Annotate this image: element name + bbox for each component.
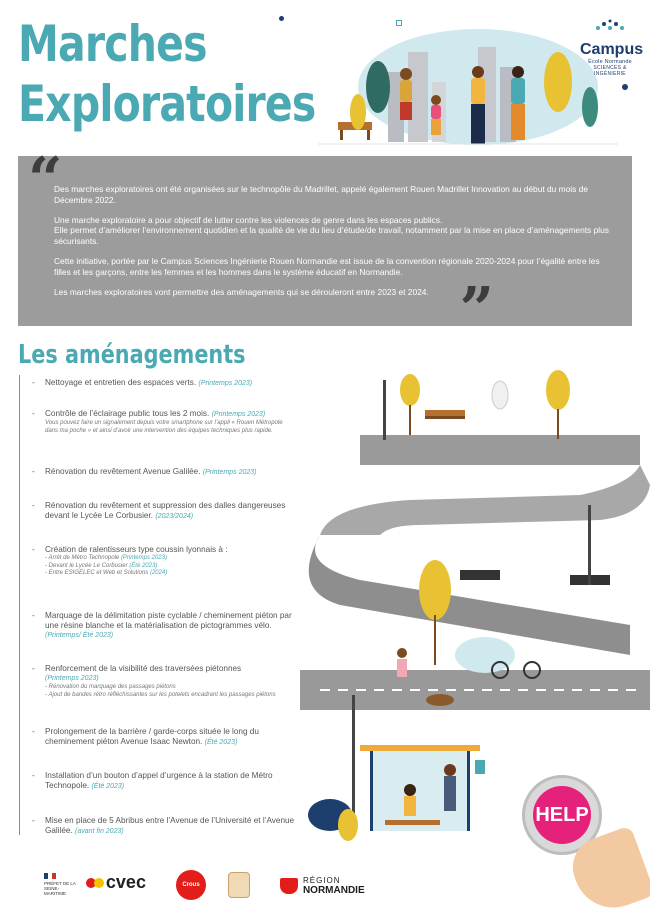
- campus-dots-icon: [592, 18, 628, 36]
- section-divider: [19, 375, 20, 835]
- help-button-face: [533, 786, 591, 844]
- item-text: Rénovation du revêtement Avenue Galilée.: [45, 467, 201, 476]
- list-item: [32, 501, 304, 522]
- cvec-logo: [86, 872, 146, 893]
- item-date: (Été 2023): [91, 783, 125, 791]
- sub-date: (Printemps 2023): [120, 555, 167, 562]
- close-quote-icon: ”: [459, 275, 494, 345]
- header-illustration: [318, 12, 618, 162]
- sub-date: (Été 2023): [129, 562, 158, 569]
- open-quote-icon: “: [28, 145, 63, 215]
- list-bullet: -: [32, 771, 35, 780]
- partner-emblem-logo: [228, 872, 250, 898]
- decor-square-1: [396, 20, 402, 26]
- list-bullet: -: [32, 378, 35, 387]
- cvec-label: cvec: [105, 872, 146, 892]
- title-line-1: Marches: [18, 15, 207, 73]
- intro-paragraph-2: [54, 215, 610, 247]
- prefet-label: PRÉFET DE LA SEINE-MARITIME: [44, 881, 76, 896]
- item-text: Rénovation du revêtement et suppression des dalles dangereuses devant le Lycée Le Corbusier.: [45, 501, 286, 521]
- intro-paragraph-4: Les marches exploratoires vont permettre des aménagements qui se dérouleront entre 2023 et 2024.: [54, 286, 429, 297]
- item-sub: [45, 555, 304, 563]
- item-text: Nettoyage et entretien des espaces verts.: [45, 378, 197, 387]
- intro-paragraph-3: Cette initiative, portée par le Campus Sciences Ingénierie Rouen Normandie est issue de la convention régionale 2020-2024 pour l’égalité entre les filles et les garçons, entre les femmes et les hommes dans le système éducatif en Normandie.: [54, 255, 600, 277]
- item-date: (Printemps 2023): [198, 380, 253, 387]
- list-item: [32, 409, 304, 435]
- normandie-label: NORMANDIE: [302, 885, 365, 896]
- list-item: [32, 771, 304, 792]
- street-illustration: [300, 365, 650, 845]
- item-text: Mise en place de 5 Abribus entre l’Avenue de l’Université et l’Avenue Galilée.: [45, 816, 295, 836]
- list-bullet: -: [32, 611, 35, 620]
- list-item: [32, 467, 304, 478]
- intro-paragraph-2a: Une marche exploratoire a pour objectif de lutter contre les violences de genre dans les espaces publics.: [54, 214, 443, 225]
- list-bullet: -: [32, 664, 35, 673]
- item-text: Marquage de la délimitation piste cyclable / cheminement piéton par une résine blanche et la matérialisation de pictogrammes vélo.: [45, 611, 292, 631]
- cvec-dots-icon-2: [94, 878, 104, 888]
- item-sub: [45, 563, 304, 571]
- decor-dot-1: [279, 16, 284, 21]
- prefet-logo: [44, 873, 76, 896]
- list-bullet: -: [32, 409, 35, 418]
- logo-subtitle: École Normande: [588, 59, 632, 65]
- section-title: Les aménagements: [18, 340, 246, 370]
- intro-quote-box: [18, 145, 632, 345]
- title-line-2: Exploratoires: [18, 75, 316, 133]
- list-item: [32, 545, 304, 578]
- list-item: [32, 378, 304, 389]
- item-date: (Printemps 2023): [211, 411, 266, 418]
- item-date: (Printemps/ Été 2023): [45, 632, 114, 640]
- intro-paragraph-1: Des marches exploratoires ont été organisées sur le technopôle du Madrillet, appelé également Rouen Madrillet Innovation au début du mois de Décembre 2022.: [54, 184, 588, 205]
- sub-label: - Entre ESIGELEC et Web et Solutions: [45, 570, 149, 577]
- item-date: (2023/2024): [155, 513, 194, 521]
- list-bullet: -: [32, 467, 35, 476]
- sub-label: - Arrêt de Métro Technopole: [45, 555, 120, 562]
- logo-subtitle-2: SCIENCES & INGÉNIERIE: [593, 65, 627, 77]
- help-label: HELP: [535, 804, 589, 826]
- intro-paragraph-2b: Elle permet d’améliorer l’environnement quotidien et la qualité de vie du lieu d’étude/de travail, notamment par la mise en place d’aménagements plus sécurisants.: [54, 225, 609, 247]
- item-note: Vous pouvez faire un signalement depuis votre smartphone sur l’appli « Rouen Métropole dans ma poche » et ainsi d’avoir une intervention des équipes techniques plus rapide.: [45, 420, 283, 434]
- item-date: (avant fin 2023): [75, 828, 124, 836]
- item-text: Prolongement de la barrière / garde-corps située le long du cheminement piéton Avenue Isaac Newton.: [45, 727, 259, 747]
- list-bullet: -: [32, 501, 35, 510]
- list-item: [32, 664, 304, 699]
- logo-name: Campus: [580, 41, 644, 58]
- list-bullet: -: [32, 816, 35, 825]
- region-normandie-logo: [280, 876, 365, 896]
- flag-icon: [44, 873, 56, 879]
- sub-label: - Devant le Lycée Le Corbusier: [45, 562, 128, 569]
- item-date: (Été 2023): [204, 739, 238, 747]
- item-text: Création de ralentisseurs type coussin lyonnais à :: [45, 545, 228, 554]
- item-text: Renforcement de la visibilité des traversées piétonnes: [45, 664, 242, 673]
- item-sub: [45, 570, 304, 578]
- item-text: Installation d’un bouton d’appel d’urgence à la station de Métro Technopole.: [45, 771, 273, 791]
- item-note: - Rénovation du marquage des passages piétons: [45, 684, 176, 691]
- list-item: [32, 727, 304, 748]
- item-note: - Ajout de bandes rétro réfléchissantes sur les potelets encadrant les passages piétons: [45, 691, 276, 698]
- campus-logo: [580, 18, 644, 77]
- list-item: [32, 816, 304, 837]
- normandie-shield-icon: [280, 878, 298, 894]
- region-label: RÉGION: [302, 876, 341, 885]
- item-text: Contrôle de l’éclairage public tous les 2 mois.: [45, 409, 210, 418]
- decor-dot-2: [622, 84, 628, 90]
- list-item: [32, 611, 304, 642]
- crous-logo: [176, 870, 206, 900]
- item-date: (Printemps 2023): [45, 675, 99, 683]
- page-title: [18, 14, 316, 134]
- item-date: (Printemps 2023): [202, 469, 257, 476]
- list-bullet: -: [32, 545, 35, 554]
- list-bullet: -: [32, 727, 35, 736]
- crous-label: Crous: [182, 882, 200, 888]
- sub-date: (2024): [149, 570, 168, 577]
